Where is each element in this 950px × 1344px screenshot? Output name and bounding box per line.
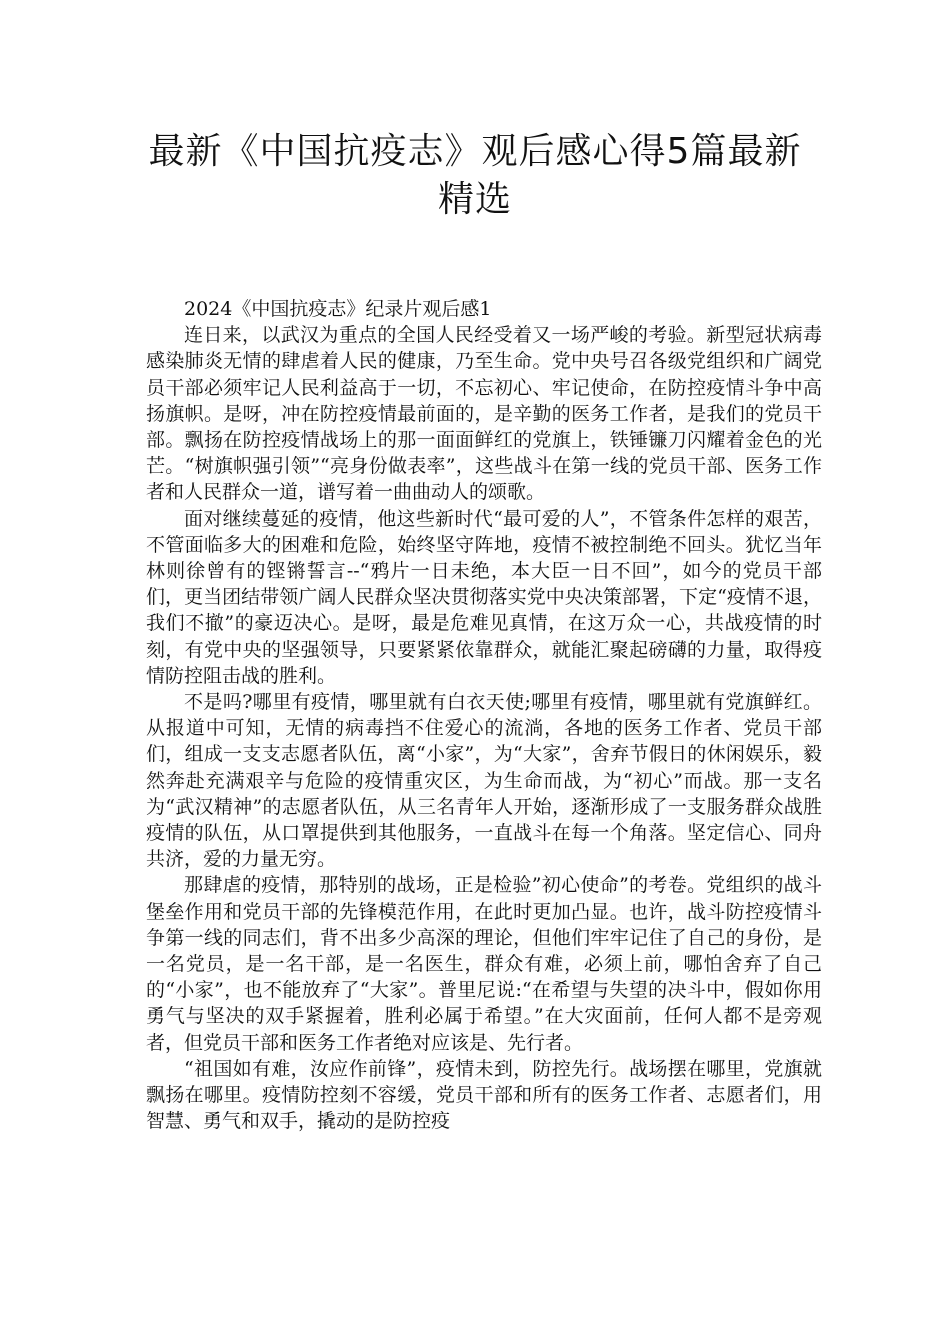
document-body: [146, 296, 822, 1135]
paragraph-2: 面对继续蔓延的疫情，他这些新时代“最可爱的人”，不管条件怎样的艰苦，不管面临多大的困难和危险，始终坚守阵地，疫情不被控制绝不回头。犹忆当年林则徐曾有的铿锵誓言--“鸦片一日未绝，本大臣一日不回”，如今的党员干部们，更当团结带领广阔人民群众坚决贯彻落实党中央决策部署，下定“疫情不退，我们不撤”的豪迈决心。是呀，最是危难见真情，在这万众一心，共战疫情的时刻，有党中央的坚强领导，只要紧紧依靠群众，就能汇聚起磅礴的力量，取得疫情防控阻击战的胜利。: [146, 507, 822, 687]
paragraph-5: “祖国如有难，汝应作前锋”，疫情未到，防控先行。战场摆在哪里，党旗就飘扬在哪里。疫情防控刻不容缓，党员干部和所有的医务工作者、志愿者们，用智慧、勇气和双手，撬动的是防控疫: [146, 1057, 822, 1133]
paragraph-1: 连日来，以武汉为重点的全国人民经受着又一场严峻的考验。新型冠状病毒感染肺炎无情的肆虐着人民的健康，乃至生命。党中央号召各级党组织和广阔党员干部必须牢记人民利益高于一切，不忘初心、牢记使命，在防控疫情斗争中高扬旗帜。是呀，冲在防控疫情最前面的，是辛勤的医务工作者，是我们的党员干部。飘扬在防控疫情战场上的那一面面鲜红的党旗上，铁锤镰刀闪耀着金色的光芒。“树旗帜强引领”“亮身份做表率”，这些战斗在第一线的党员干部、医务工作者和人民群众一道，谱写着一曲曲动人的颂歌。: [146, 324, 822, 504]
paragraph-3: 不是吗?哪里有疫情，哪里就有白衣天使;哪里有疫情，哪里就有党旗鲜红。从报道中可知，无情的病毒挡不住爱心的流淌，各地的医务工作者、党员干部们，组成一支支志愿者队伍，离“小家”，为“大家”，舍弃节假日的休闲娱乐，毅然奔赴充满艰辛与危险的疫情重灾区，为生命而战，为“初心”而战。那一支名为“武汉精神”的志愿者队伍，从三名青年人开始，逐渐形成了一支服务群众战胜疫情的队伍，从口罩提供到其他服务，一直战斗在每一个角落。坚定信心、同舟共济，爱的力量无穷。: [146, 691, 822, 871]
paragraph-4: 那肆虐的疫情，那特别的战场，正是检验”初心使命”的考卷。党组织的战斗堡垒作用和党员干部的先锋模范作用，在此时更加凸显。也许，战斗防控疫情斗争第一线的同志们，背不出多少高深的理论，但他们牢牢记住了自己的身份，是一名党员，是一名干部，是一名医生，群众有难，必须上前，哪怕舍弃了自己的“小家”，也不能放弃了“大家”。普里尼说:“在希望与失望的决斗中，假如你用勇气与坚决的双手紧握着，胜利必属于希望。”在大灾面前，任何人都不是旁观者，但党员干部和医务工作者绝对应该是、先行者。: [146, 874, 822, 1054]
document-title: 最新《中国抗疫志》观后感心得5篇最新精选: [148, 131, 802, 220]
section-title: 2024《中国抗疫志》纪录片观后感1: [184, 298, 492, 320]
